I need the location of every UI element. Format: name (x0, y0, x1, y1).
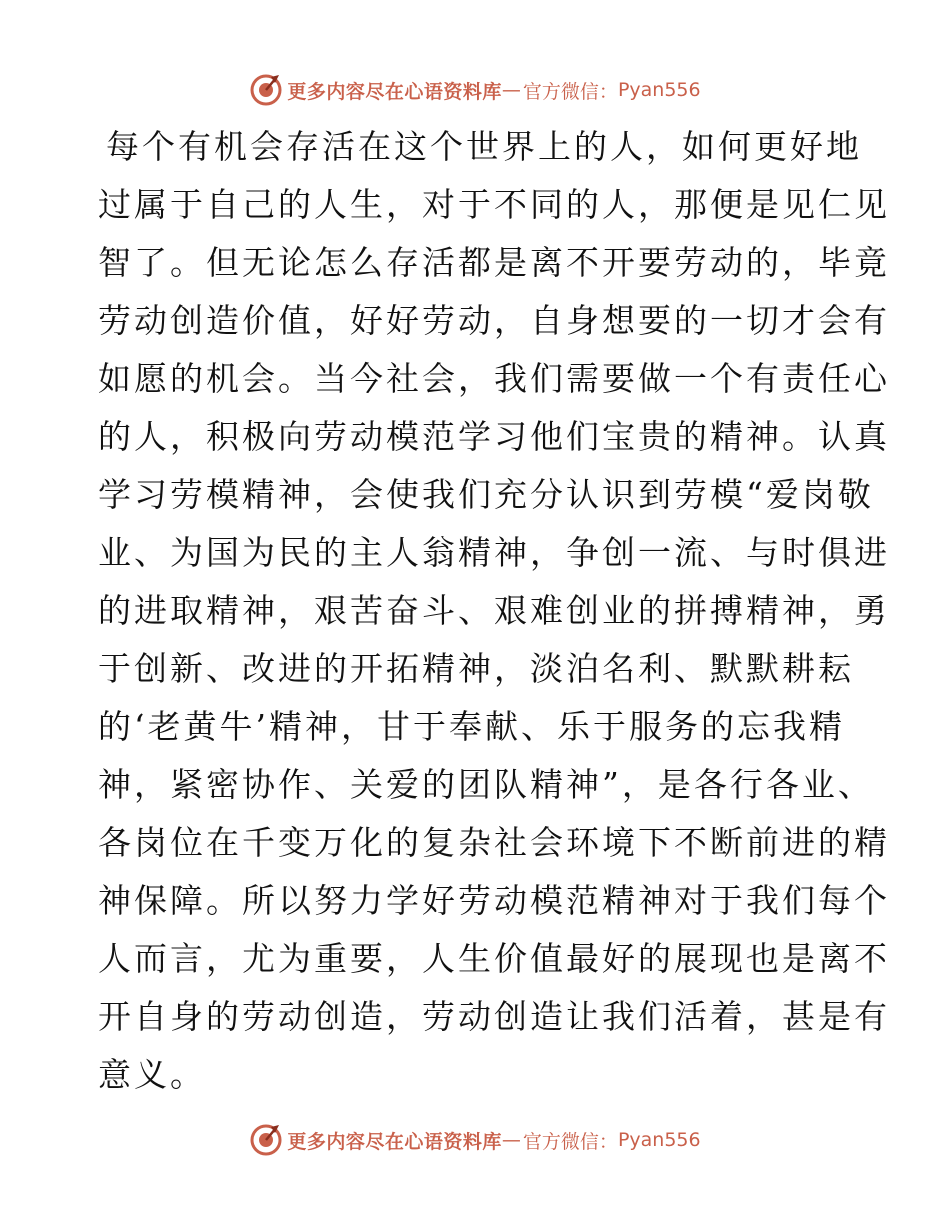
footer-site-name: 更多内容尽在心语资料库 (287, 1130, 502, 1153)
text-line: 每个有机会存活在这个世界上的人，如何更好地 (106, 127, 862, 166)
text-line: 的‘老黄牛’精神，甘于奉献、乐于服务的忘我精 (98, 707, 845, 746)
text-line: 意义。 (98, 1055, 206, 1094)
text-line: 劳动创造价值，好好劳动，自身想要的一切才会有 (98, 301, 890, 340)
text-line: 过属于自己的人生，对于不同的人，那便是见仁见 (98, 185, 890, 224)
document-body (98, 118, 890, 1104)
header-wechat-label: 官方微信： (522, 80, 618, 103)
text-line: 于创新、改进的开拓精神，淡泊名利、默默耕耘 (98, 649, 854, 688)
header-site-name: 更多内容尽在心语资料库 (287, 80, 502, 103)
text-line: 的人，积极向劳动模范学习他们宝贵的精神。认真 (98, 417, 890, 456)
text-line: 如愿的机会。当今社会，我们需要做一个有责任心 (98, 359, 890, 398)
text-line: 智了。但无论怎么存活都是离不开要劳动的，毕竟 (98, 243, 890, 282)
footer-wechat-label: 官方微信： (522, 1130, 618, 1153)
text-line: 神保障。所以努力学好劳动模范精神对于我们每个 (98, 881, 890, 920)
text-line: 神，紧密协作、关爱的团队精神”，是各行各业、 (98, 765, 874, 804)
quill-pen-logo-icon (249, 1123, 283, 1157)
header-wechat-id: Pyan556 (617, 79, 701, 101)
header-dash: — (501, 79, 521, 101)
footer-wechat-id: Pyan556 (617, 1129, 701, 1151)
text-line: 开自身的劳动创造，劳动创造让我们活着，甚是有 (98, 997, 890, 1036)
header-watermark (0, 70, 950, 110)
footer-dash: — (501, 1129, 521, 1151)
text-line: 人而言，尤为重要，人生价值最好的展现也是离不 (98, 939, 890, 978)
text-line: 的进取精神，艰苦奋斗、艰难创业的拼搏精神，勇 (98, 591, 890, 630)
text-line: 学习劳模精神，会使我们充分认识到劳模“爱岗敬 (98, 475, 874, 514)
text-line: 业、为国为民的主人翁精神，争创一流、与时俱进 (98, 533, 890, 572)
quill-pen-logo-icon (249, 73, 283, 107)
text-line: 各岗位在千变万化的复杂社会环境下不断前进的精 (98, 823, 890, 862)
footer-watermark (0, 1120, 950, 1160)
